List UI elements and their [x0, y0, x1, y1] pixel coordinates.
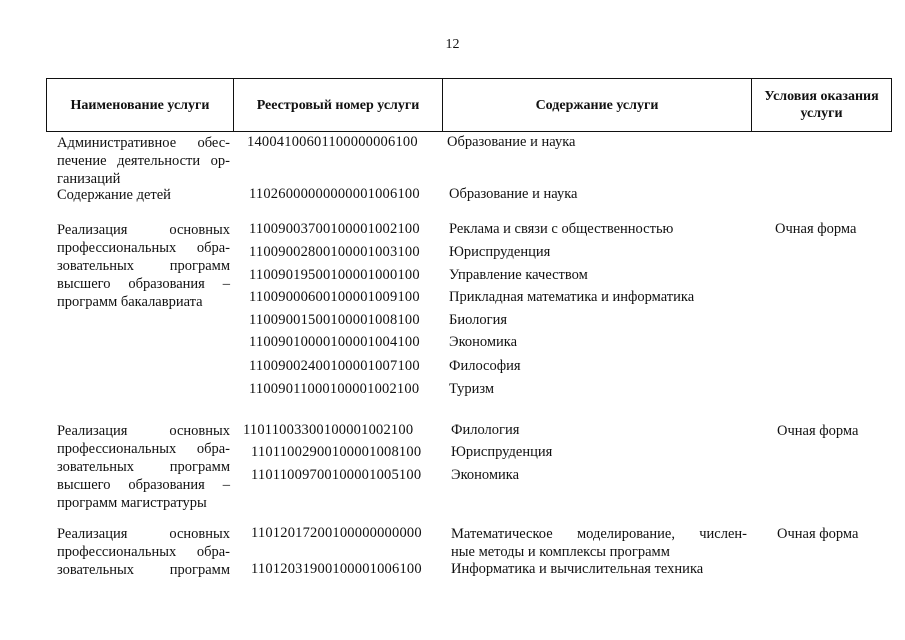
- table-header: [46, 78, 892, 132]
- row-2-code: 11009003700100001002100: [249, 221, 420, 237]
- row-3-content: Филология: [451, 422, 520, 438]
- row-3-name-line: профессиональных обра-: [57, 441, 230, 457]
- row-2-name-line: Реализация основных: [57, 222, 230, 238]
- row-0-name-line: печение деятельности ор-: [57, 153, 230, 169]
- row-4-name-line: профессиональных обра-: [57, 544, 230, 560]
- row-2-code: 11009000600100001009100: [249, 289, 420, 305]
- row-0-name-line: ганизаций: [57, 171, 121, 187]
- row-2-content: Туризм: [449, 381, 495, 397]
- row-2-name-line: зовательных программ: [57, 258, 230, 274]
- row-0-code: 14004100601100000006100: [247, 134, 418, 150]
- row-4-content-line: ные методы и комплексы программ: [451, 544, 670, 560]
- row-2-name-line: программ бакалавриата: [57, 294, 203, 310]
- row-4-content: [451, 525, 747, 561]
- row-2-name-line: высшего образования –: [57, 276, 230, 292]
- row-3-content: Экономика: [451, 467, 520, 483]
- row-2-code: 11009011000100001002100: [249, 381, 420, 397]
- row-4-name: [57, 525, 230, 579]
- row-2-content: Реклама и связи с общественностью: [449, 221, 674, 237]
- row-3-name-line: зовательных программ: [57, 459, 230, 475]
- header-service-content: Содержание услуги: [443, 79, 752, 132]
- row-0-content: Образование и наука: [447, 134, 576, 150]
- row-4-content-line: Математическое моделирование, числен-: [451, 526, 747, 542]
- row-4-code: 11012017200100000000000: [251, 525, 422, 541]
- row-2-code: 11009002800100001003100: [249, 244, 420, 260]
- row-4-condition: Очная форма: [777, 526, 859, 542]
- row-3-name: [57, 422, 230, 512]
- row-2-condition: Очная форма: [775, 221, 857, 237]
- row-2-code: 11009010000100001004100: [249, 334, 420, 350]
- row-4-code: 11012031900100001006100: [251, 561, 422, 577]
- row-0-name: [57, 134, 230, 188]
- header-service-conditions: Условия оказания услуги: [752, 79, 892, 132]
- row-1-content: Образование и наука: [449, 186, 578, 202]
- row-3-code: 11011002900100001008100: [251, 444, 422, 460]
- row-3-condition: Очная форма: [777, 423, 859, 439]
- row-2-content: Биология: [449, 312, 508, 328]
- row-3-name-line: Реализация основных: [57, 423, 230, 439]
- row-2-name: [57, 221, 230, 311]
- row-0-name-line: Административное обес-: [57, 135, 230, 151]
- row-3-name-line: программ магистратуры: [57, 495, 207, 511]
- row-2-content: Философия: [449, 358, 521, 374]
- row-4-name-line: зовательных программ: [57, 562, 230, 578]
- row-4-content: Информатика и вычислительная техника: [451, 561, 704, 577]
- row-2-code: 11009002400100001007100: [249, 358, 420, 374]
- row-3-code: 11011009700100001005100: [251, 467, 422, 483]
- row-3-name-line: высшего образования –: [57, 477, 230, 493]
- row-1-name: Содержание детей: [57, 187, 171, 203]
- header-service-name: Наименование услуги: [47, 79, 234, 132]
- row-2-code: 11009019500100001000100: [249, 267, 420, 283]
- row-1-code: 11026000000000001006100: [249, 186, 420, 202]
- row-2-content: Юриспруденция: [449, 244, 551, 260]
- row-2-code: 11009001500100001008100: [249, 312, 420, 328]
- row-4-name-line: Реализация основных: [57, 526, 230, 542]
- page-number: 12: [445, 37, 460, 52]
- header-registry-number: Реестровый номер услуги: [234, 79, 443, 132]
- row-2-content: Управление качеством: [449, 267, 588, 283]
- row-2-name-line: профессиональных обра-: [57, 240, 230, 256]
- row-3-content: Юриспруденция: [451, 444, 553, 460]
- row-2-content: Экономика: [449, 334, 518, 350]
- row-3-code: 11011003300100001002100: [243, 422, 414, 438]
- row-2-content: Прикладная математика и информатика: [449, 289, 695, 305]
